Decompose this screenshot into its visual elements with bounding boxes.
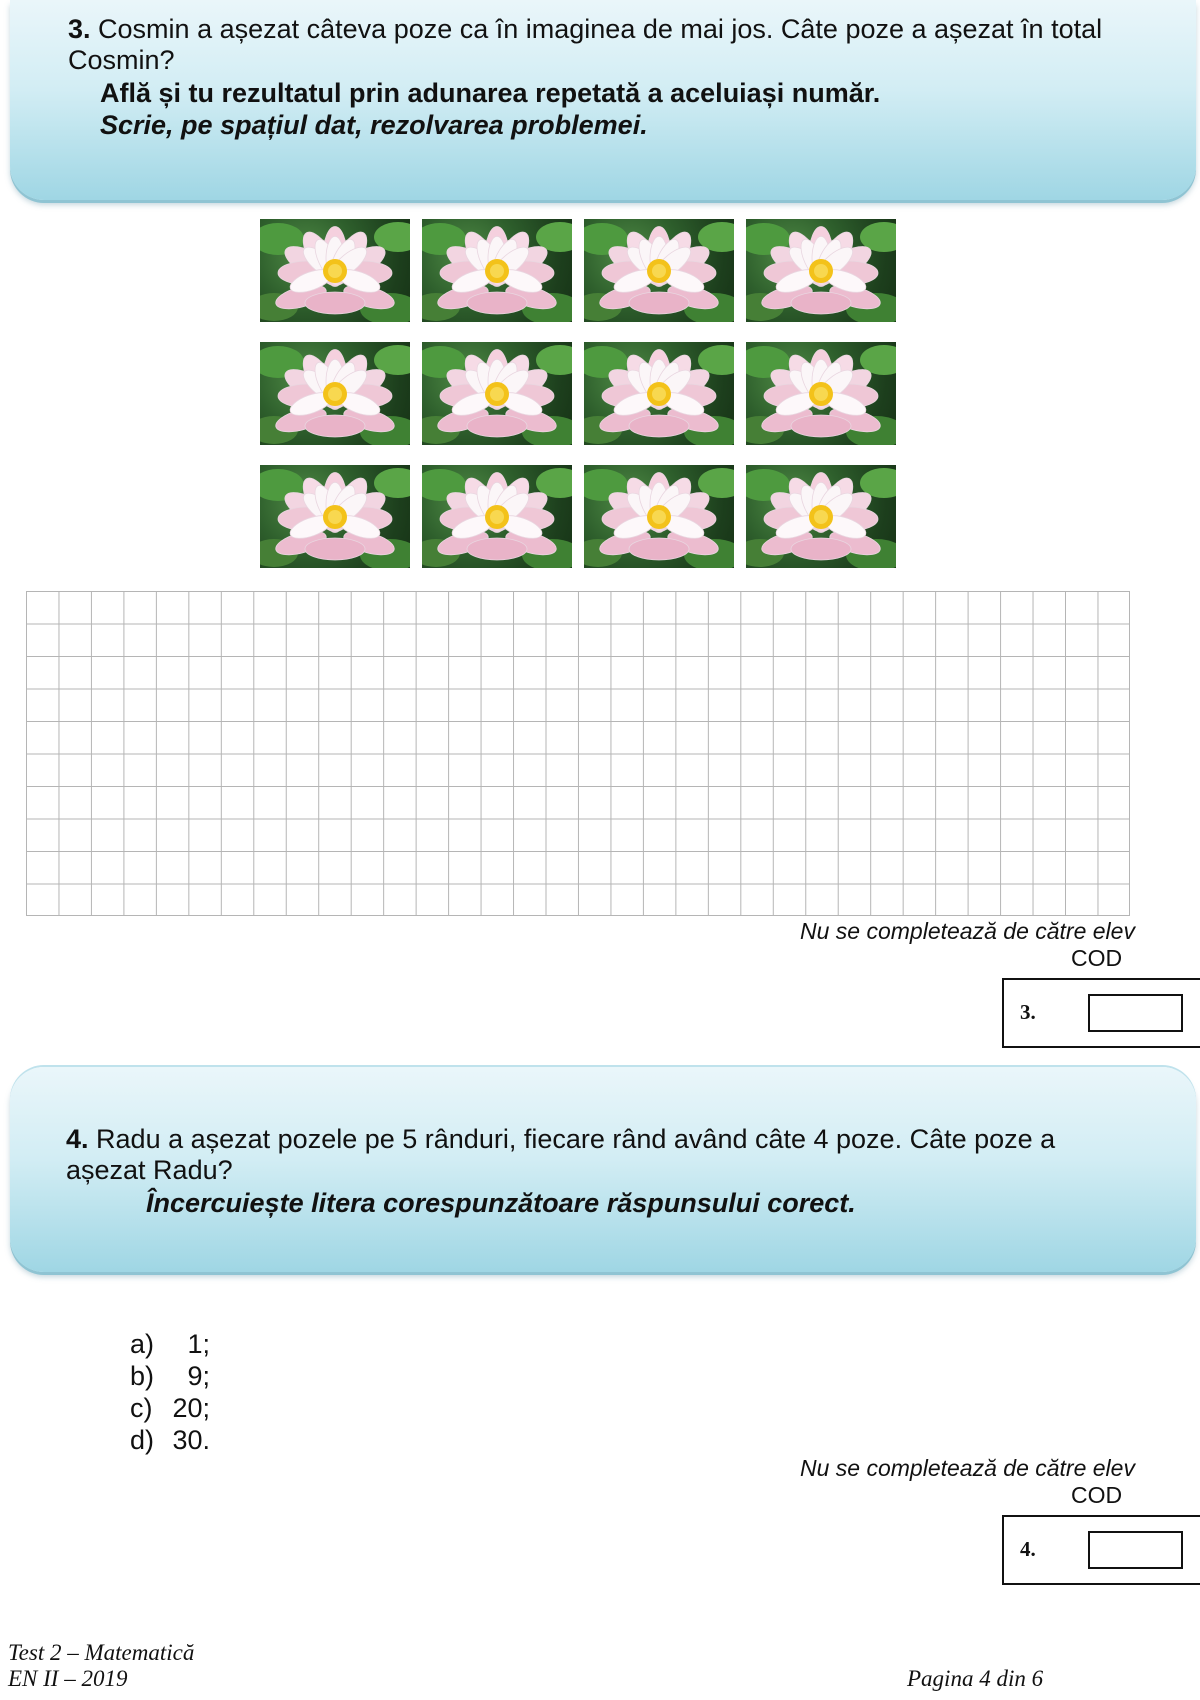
question-4-text [66, 1124, 1166, 1186]
question-3-instruction-1: Află și tu rezultatul prin adunarea repetată a aceluiași număr. [100, 78, 881, 108]
answer-writing-grid[interactable] [26, 591, 1130, 916]
water-lily-photo [746, 465, 896, 568]
cod-label-3: COD [1071, 945, 1123, 971]
water-lily-photo [746, 219, 896, 322]
option-d[interactable]: d) 30. [130, 1425, 210, 1455]
water-lily-photo [584, 219, 734, 322]
water-lily-photo [584, 342, 734, 445]
water-lily-photo [746, 342, 896, 445]
code-box-3-field [1088, 994, 1183, 1032]
footer-test-title: Test 2 – Matematică [8, 1640, 195, 1665]
water-lily-photo [422, 465, 572, 568]
question-3-line1: Cosmin a așezat câteva poze ca în imaginea de mai jos. Câte poze a așezat în total [98, 14, 1103, 44]
grading-note-4: Nu se completează de către elev [800, 1455, 1135, 1481]
code-box-4-field [1088, 1531, 1183, 1569]
cod-label-4: COD [1071, 1482, 1123, 1508]
question-4-line2: așezat Radu? [66, 1155, 233, 1185]
option-a[interactable]: a) 1; [130, 1329, 210, 1359]
water-lily-photo [584, 465, 734, 568]
option-c[interactable]: c) 20; [130, 1393, 210, 1423]
footer-page-number: Pagina 4 din 6 [907, 1666, 1044, 1691]
code-box-3 [1002, 978, 1200, 1048]
water-lily-photo [260, 219, 410, 322]
water-lily-photos [260, 219, 900, 568]
question-3-text [68, 14, 1168, 76]
code-box-4-label: 4. [1020, 1537, 1036, 1561]
grading-note-3: Nu se completează de către elev [800, 918, 1135, 944]
question-4-line1: Radu a așezat pozele pe 5 rânduri, fiecare rând având câte 4 poze. Câte poze a [96, 1124, 1056, 1154]
water-lily-photo [260, 342, 410, 445]
question-4-instruction: Încercuiește litera corespunzătoare răspunsului corect. [146, 1188, 856, 1218]
water-lily-photo [422, 342, 572, 445]
question-3-number: 3. [68, 14, 91, 44]
water-lily-photo [422, 219, 572, 322]
water-lily-photo [260, 465, 410, 568]
question-3-instruction-2: Scrie, pe spațiul dat, rezolvarea problemei. [100, 110, 648, 140]
code-box-3-label: 3. [1020, 1000, 1036, 1024]
option-b[interactable]: b) 9; [130, 1361, 210, 1391]
code-box-4 [1002, 1515, 1200, 1585]
question-4-number: 4. [66, 1124, 89, 1154]
question-3-line2: Cosmin? [68, 45, 175, 75]
footer-exam-year: EN II – 2019 [8, 1666, 128, 1691]
